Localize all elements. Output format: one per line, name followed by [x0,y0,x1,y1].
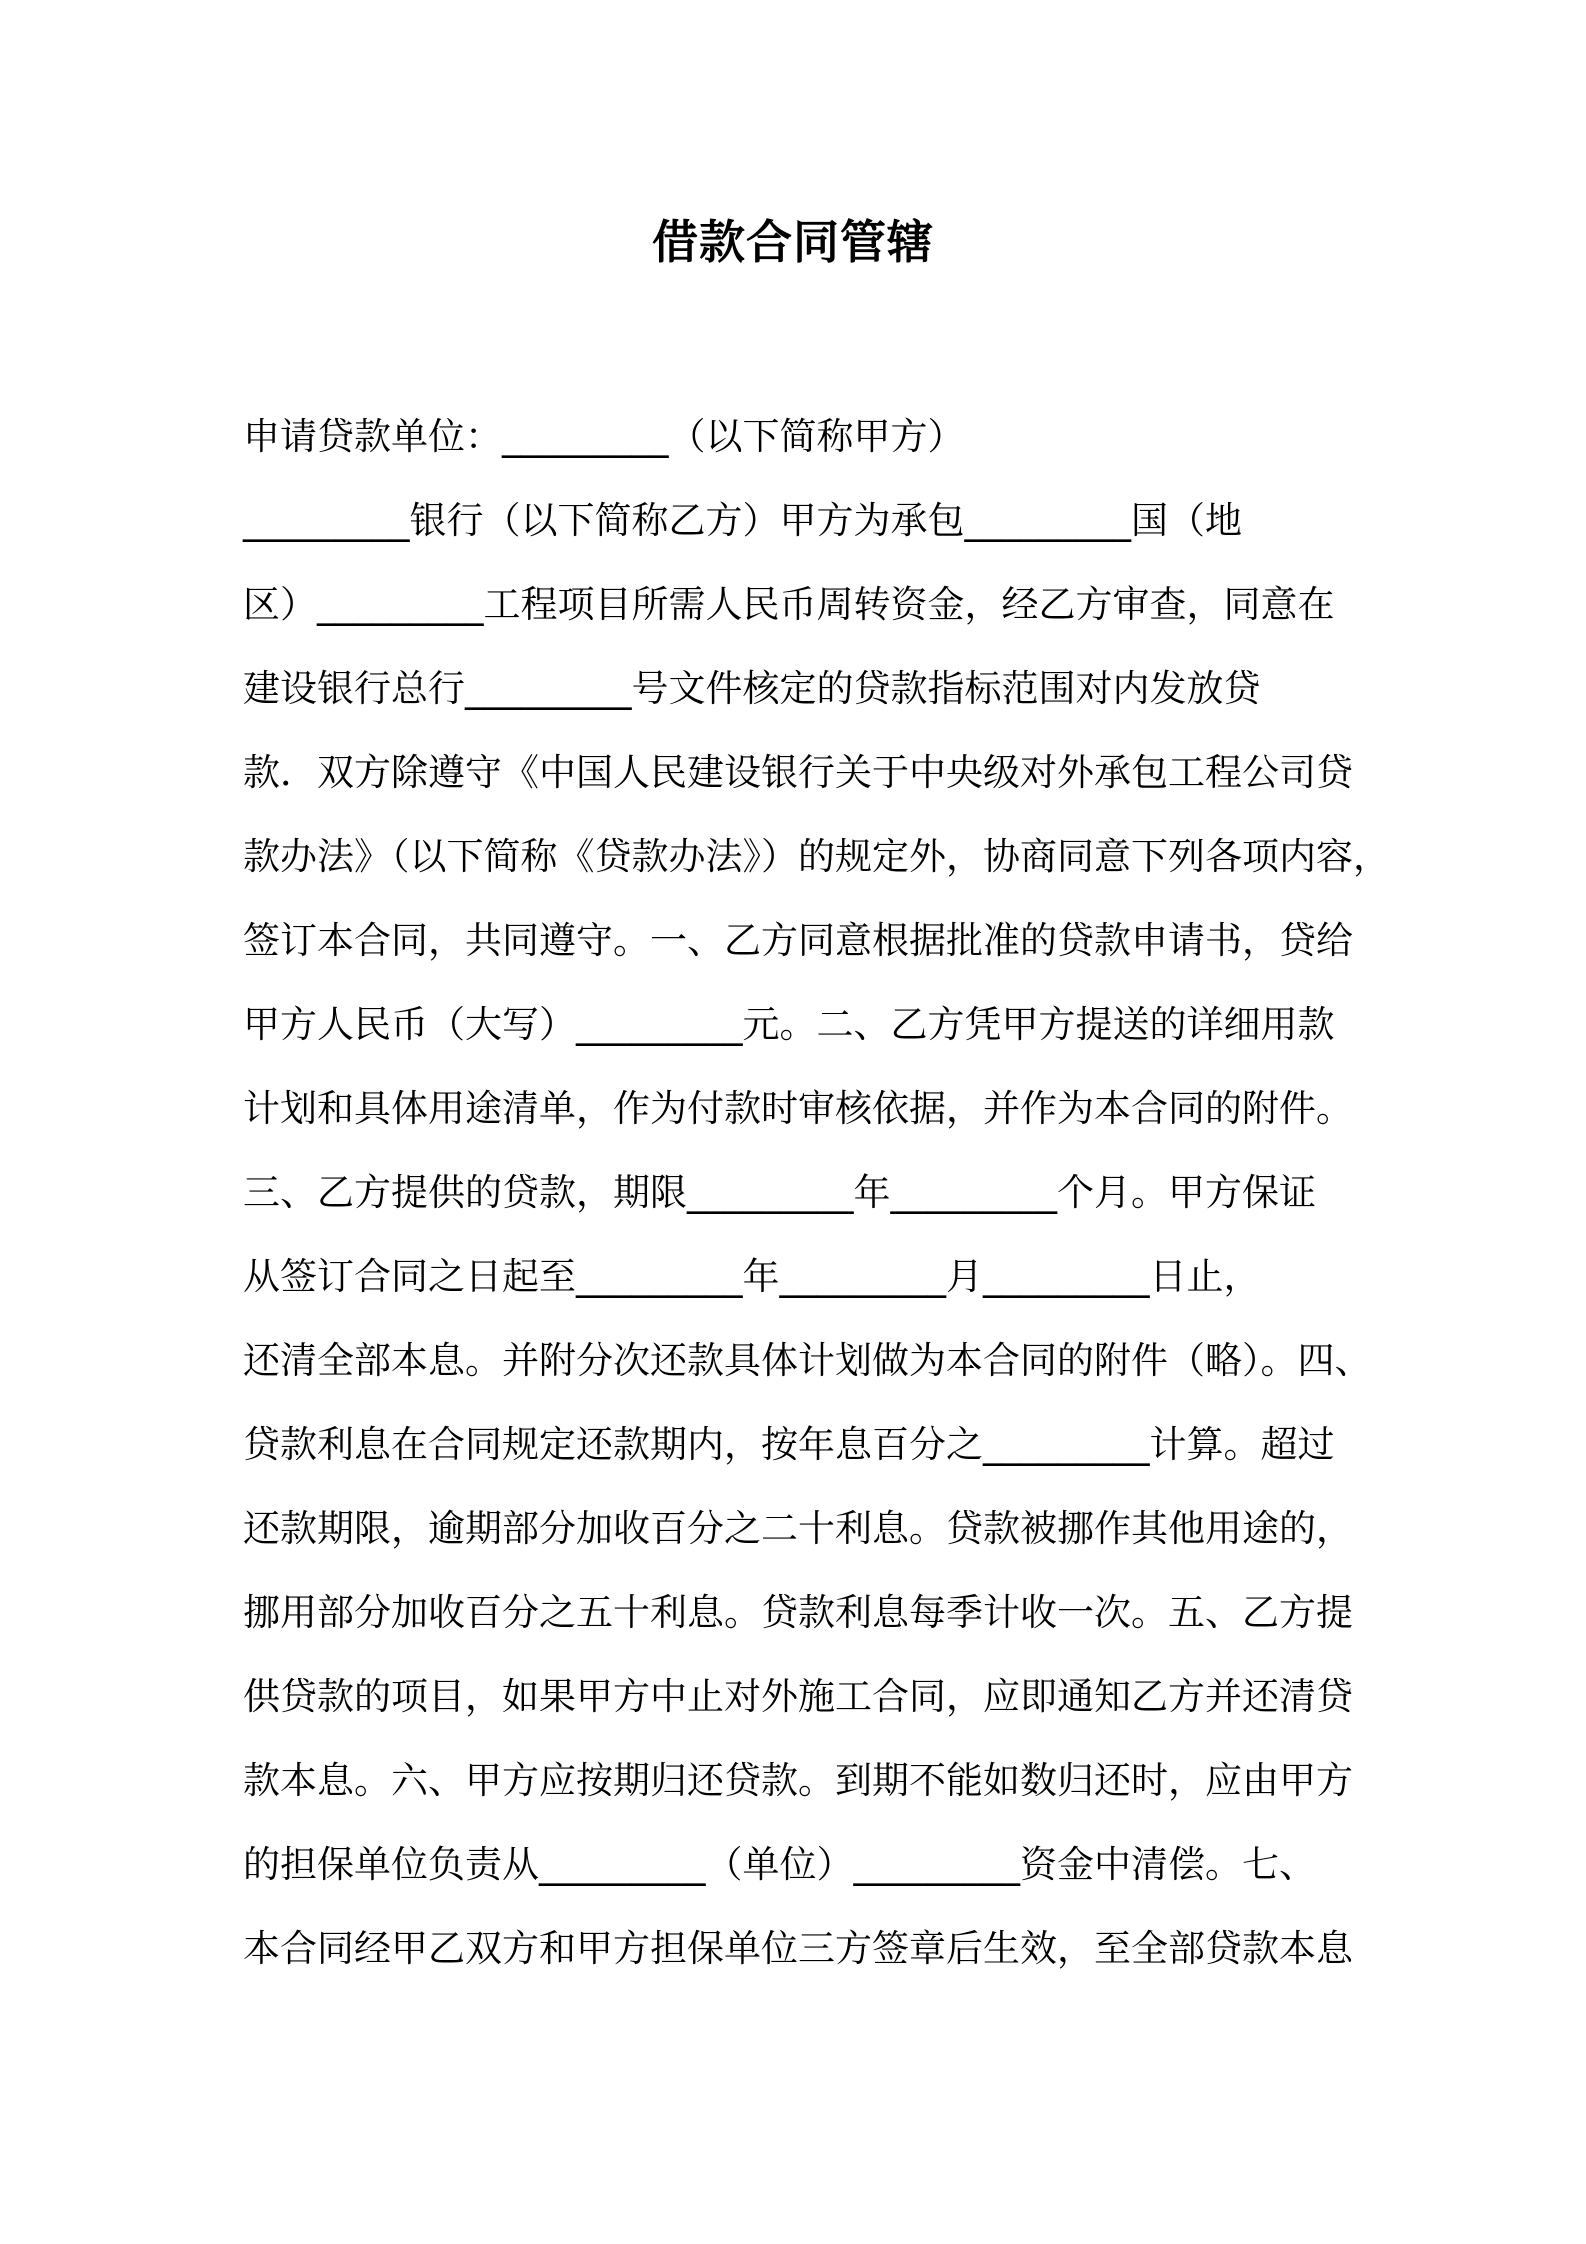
body-line-9: 计划和具体用途清单，作为付款时审核依据，并作为本合同的附件。 [243,1087,1353,1130]
document-title: 借款合同管辖 [652,215,934,269]
body-line-6: 款办法》（以下简称《贷款办法》）的规定外，协商同意下列各项内容， [243,835,1390,878]
body-line-1: 申请贷款单位：_________（以下简称甲方） [243,415,965,458]
body-line-4: 建设银行总行_________号文件核定的贷款指标范围对内发放贷 [243,667,1261,710]
body-line-16: 供贷款的项目，如果甲方中止对外施工合同，应即通知乙方并还清贷 [243,1675,1353,1718]
body-line-7: 签订本合同，共同遵守。一、乙方同意根据批准的贷款申请书，贷给 [243,919,1353,962]
body-line-15: 挪用部分加收百分之五十利息。贷款利息每季计收一次。五、乙方提 [243,1591,1353,1634]
body-line-3: 区）_________工程项目所需人民币周转资金，经乙方审查，同意在 [243,583,1335,626]
body-line-2: _________银行（以下简称乙方）甲方为承包_________国（地 [243,499,1242,542]
body-line-5: 款．双方除遵守《中国人民建设银行关于中央级对外承包工程公司贷 [243,751,1353,794]
body-line-12: 还清全部本息。并附分次还款具体计划做为本合同的附件（略）。四、 [243,1339,1372,1382]
body-line-14: 还款期限，逾期部分加收百分之二十利息。贷款被挪作其他用途的， [243,1507,1353,1550]
document-body [243,410,1390,2006]
body-line-8: 甲方人民币（大写）_________元。二、乙方凭甲方提送的详细用款 [243,1003,1335,1046]
body-line-13: 贷款利息在合同规定还款期内，按年息百分之_________计算。超过 [243,1423,1335,1466]
body-line-10: 三、乙方提供的贷款，期限_________年_________个月。甲方保证 [243,1171,1316,1214]
body-line-17: 款本息。六、甲方应按期归还贷款。到期不能如数归还时，应由甲方 [243,1759,1353,1802]
body-line-18: 的担保单位负责从_________（单位）_________资金中清偿。七、 [243,1843,1316,1886]
body-line-19: 本合同经甲乙双方和甲方担保单位三方签章后生效，至全部贷款本息 [243,1927,1353,1970]
body-line-11: 从签订合同之日起至_________年_________月_________日止， [243,1255,1261,1298]
